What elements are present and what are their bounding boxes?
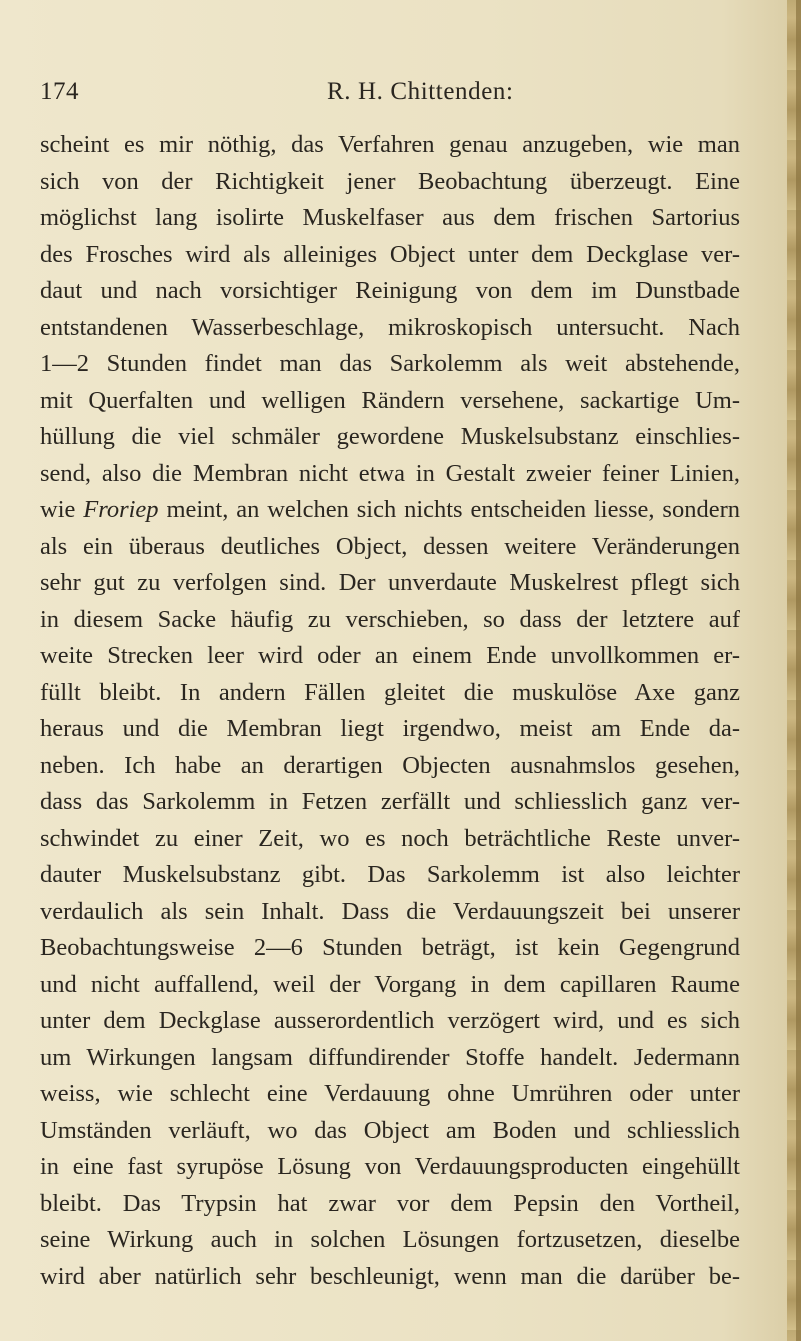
text-line-with-author [40,492,740,529]
text-line: in eine fast syrupöse Lösung von Verdauungsproducten eingehüllt [40,1153,740,1180]
text-line: Beobachtungsweise 2—6 Stunden beträgt, ist kein Gegengrund [40,934,740,961]
author-name-italic: Froriep [83,496,159,523]
text-line: seine Wirkung auch in solchen Lösungen fortzusetzen, dieselbe [40,1226,740,1253]
body-text [40,127,740,1295]
running-head: R. H. Chittenden: [327,78,514,105]
text-line: weite Strecken leer wird oder an einem Ende unvollkommen er- [40,642,740,669]
text-line: hüllung die viel schmäler gewordene Muskelsubstanz einschlies- [40,423,740,450]
text-line: entstandenen Wasserbeschlage, mikroskopisch untersucht. Nach [40,313,740,341]
text-line: mit Querfalten und welligen Rändern versehene, sackartige Um- [40,386,740,414]
text-line: neben. Ich habe an derartigen Objecten ausnahmslos gesehen, [40,751,740,779]
text-line: unter dem Deckglase ausserordentlich verzögert wird, und es sich [40,1007,740,1034]
text-fragment: wie [40,496,84,523]
text-line: dass das Sarkolemm in Fetzen zerfällt und schliesslich ganz ver- [40,788,740,815]
text-line: wird aber natürlich sehr beschleunigt, wenn man die darüber be- [40,1262,740,1290]
text-line: verdaulich als sein Inhalt. Dass die Verdauungszeit bei unserer [40,897,740,925]
text-line: send, also die Membran nicht etwa in Gestalt zweier feiner Linien, [40,459,740,487]
text-line: füllt bleibt. In andern Fällen gleitet die muskulöse Axe ganz [40,678,740,706]
text-line: sehr gut zu verfolgen sind. Der unverdaute Muskelrest pflegt sich [40,569,740,596]
text-line: dauter Muskelsubstanz gibt. Das Sarkolemm ist also leichter [40,861,740,888]
text-line: 1—2 Stunden findet man das Sarkolemm als weit abstehende, [40,350,740,377]
text-line: schwindet zu einer Zeit, wo es noch beträchtliche Reste unver- [40,824,740,852]
text-line: heraus und die Membran liegt irgendwo, meist am Ende da- [40,715,740,742]
text-line: daut und nach vorsichtiger Reinigung von dem im Dunstbade [40,277,740,304]
text-line: sich von der Richtigkeit jener Beobachtung überzeugt. Eine [40,167,740,195]
text-line: und nicht auffallend, weil der Vorgang in dem capillaren Raume [40,970,740,998]
page-number: 174 [40,78,79,105]
text-line: Umständen verläuft, wo das Object am Boden und schliesslich [40,1116,740,1144]
text-line: in diesem Sacke häufig zu verschieben, so dass der letztere auf [40,605,740,633]
page-edge-binding [796,0,801,1341]
page-header [40,78,760,118]
text-line: weiss, wie schlecht eine Verdauung ohne Umrühren oder unter [40,1080,740,1107]
text-line: scheint es mir nöthig, das Verfahren genau anzugeben, wie man [40,131,740,158]
text-line: des Frosches wird als alleiniges Object unter dem Deckglase ver- [40,240,740,268]
text-line: bleibt. Das Trypsin hat zwar vor dem Pepsin den Vortheil, [40,1189,740,1217]
text-line: als ein überaus deutliches Object, dessen weitere Veränderungen [40,532,740,560]
text-fragment: meint, an welchen sich nichts entscheiden liesse, sondern [158,496,740,523]
text-line: möglichst lang isolirte Muskelfaser aus dem frischen Sartorius [40,204,740,231]
text-line: um Wirkungen langsam diffundirender Stoffe handelt. Jedermann [40,1043,740,1071]
